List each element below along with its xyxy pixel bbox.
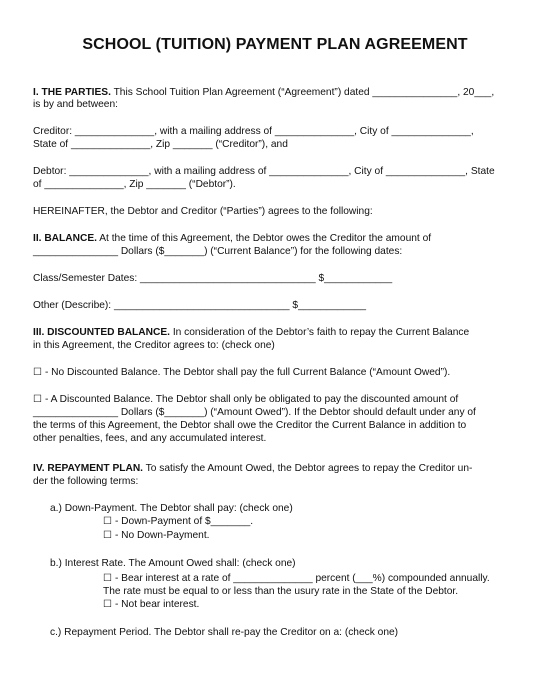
class-dates-line: [33, 272, 392, 285]
line-text: in this Agreement, the Creditor agrees to: (check one): [33, 340, 275, 351]
repayment-period-heading: [50, 626, 398, 639]
line-text: State of ______________, Zip _______ (“Creditor”), and: [33, 139, 288, 150]
line-text: This School Tuition Plan Agreement (“Agreement”) dated _______________, 20___,: [110, 87, 495, 98]
creditor-line-2: [33, 138, 288, 151]
down-payment-option-2: [103, 529, 210, 542]
line-text: Class/Semester Dates: _______________________________ $____________: [33, 273, 393, 284]
interest-option-2: [103, 598, 199, 611]
creditor-line-1: [33, 125, 474, 138]
line-text: der the following terms:: [33, 476, 139, 487]
line-text: At the time of this Agreement, the Debtor owes the Creditor the amount of: [96, 233, 432, 244]
line-text: _______________ Dollars ($_______) (“Current Balance”) for the following dates:: [33, 246, 403, 257]
line-text: a.) Down-Payment. The Debtor shall pay: (check one): [50, 503, 293, 514]
discount-option-line-1: [33, 393, 458, 406]
section-heading: IV. REPAYMENT PLAN.: [33, 463, 144, 474]
down-payment-option-1: [103, 515, 253, 528]
line-text: Creditor: ______________, with a mailing address of ______________, City of ______________,: [33, 126, 474, 137]
line-text: ☐ - No Down-Payment.: [103, 530, 210, 541]
document-title: SCHOOL (TUITION) PAYMENT PLAN AGREEMENT: [82, 36, 468, 53]
line-text: ☐ - Not bear interest.: [103, 599, 200, 610]
discount-option-line-4: [33, 432, 266, 445]
line-text: ☐ - A Discounted Balance. The Debtor shall only be obligated to pay the discounted amount of: [33, 394, 459, 405]
line-text: HEREINAFTER, the Debtor and Creditor (“Parties”) agrees to the following:: [33, 206, 373, 217]
section-heading: I. THE PARTIES.: [33, 87, 111, 98]
debtor-line-2: [33, 178, 236, 191]
discount-option-line-3: [33, 419, 466, 432]
section-heading: III. DISCOUNTED BALANCE.: [33, 327, 170, 338]
debtor-line-1: [33, 165, 495, 178]
line-text: The rate must be equal to or less than the usury rate in the State of the Debtor.: [103, 586, 459, 597]
discount-line-1: [33, 326, 469, 339]
discount-option-line-2: [33, 406, 476, 419]
section-heading: II. BALANCE.: [33, 233, 97, 244]
line-text: Other (Describe): _______________________________ $____________: [33, 300, 367, 311]
line-text: ☐ - Bear interest at a rate of ______________ percent (___%) compounded annually.: [103, 573, 490, 584]
balance-line-1: [33, 232, 431, 245]
down-payment-heading: [50, 502, 293, 515]
line-text: In consideration of the Debtor’s faith to repay the Current Balance: [169, 327, 470, 338]
line-text: ☐ - No Discounted Balance. The Debtor shall pay the full Current Balance (“Amount Owed”).: [33, 367, 451, 378]
line-text: the terms of this Agreement, the Debtor shall owe the Creditor the Current Balance in addition to: [33, 420, 467, 431]
parties-line-2: [33, 98, 118, 111]
no-discount-option: [33, 366, 450, 379]
line-text: b.) Interest Rate. The Amount Owed shall: (check one): [50, 558, 296, 569]
line-text: To satisfy the Amount Owed, the Debtor agrees to repay the Creditor un-: [143, 463, 473, 474]
repayment-line-2: [33, 475, 138, 488]
interest-rate-heading: [50, 557, 296, 570]
line-text: is by and between:: [33, 99, 118, 110]
repayment-line-1: [33, 462, 472, 475]
hereinafter-line: [33, 205, 373, 218]
line-text: Debtor: ______________, with a mailing address of ______________, City of ______________, State: [33, 166, 495, 177]
line-text: c.) Repayment Period. The Debtor shall re-pay the Creditor on a: (check one): [50, 627, 399, 638]
interest-option-note: [103, 585, 458, 598]
other-describe-line: [33, 299, 366, 312]
balance-line-2: [33, 245, 402, 258]
line-text: other penalties, fees, and any accumulated interest.: [33, 433, 267, 444]
line-text: _______________ Dollars ($_______) (“Amount Owed”). If the Debtor should default under any of: [33, 407, 476, 418]
discount-line-2: [33, 339, 275, 352]
line-text: ☐ - Down-Payment of $_______.: [103, 516, 254, 527]
line-text: of ______________, Zip _______ (“Debtor”).: [33, 179, 236, 190]
interest-option-1: [103, 572, 490, 585]
